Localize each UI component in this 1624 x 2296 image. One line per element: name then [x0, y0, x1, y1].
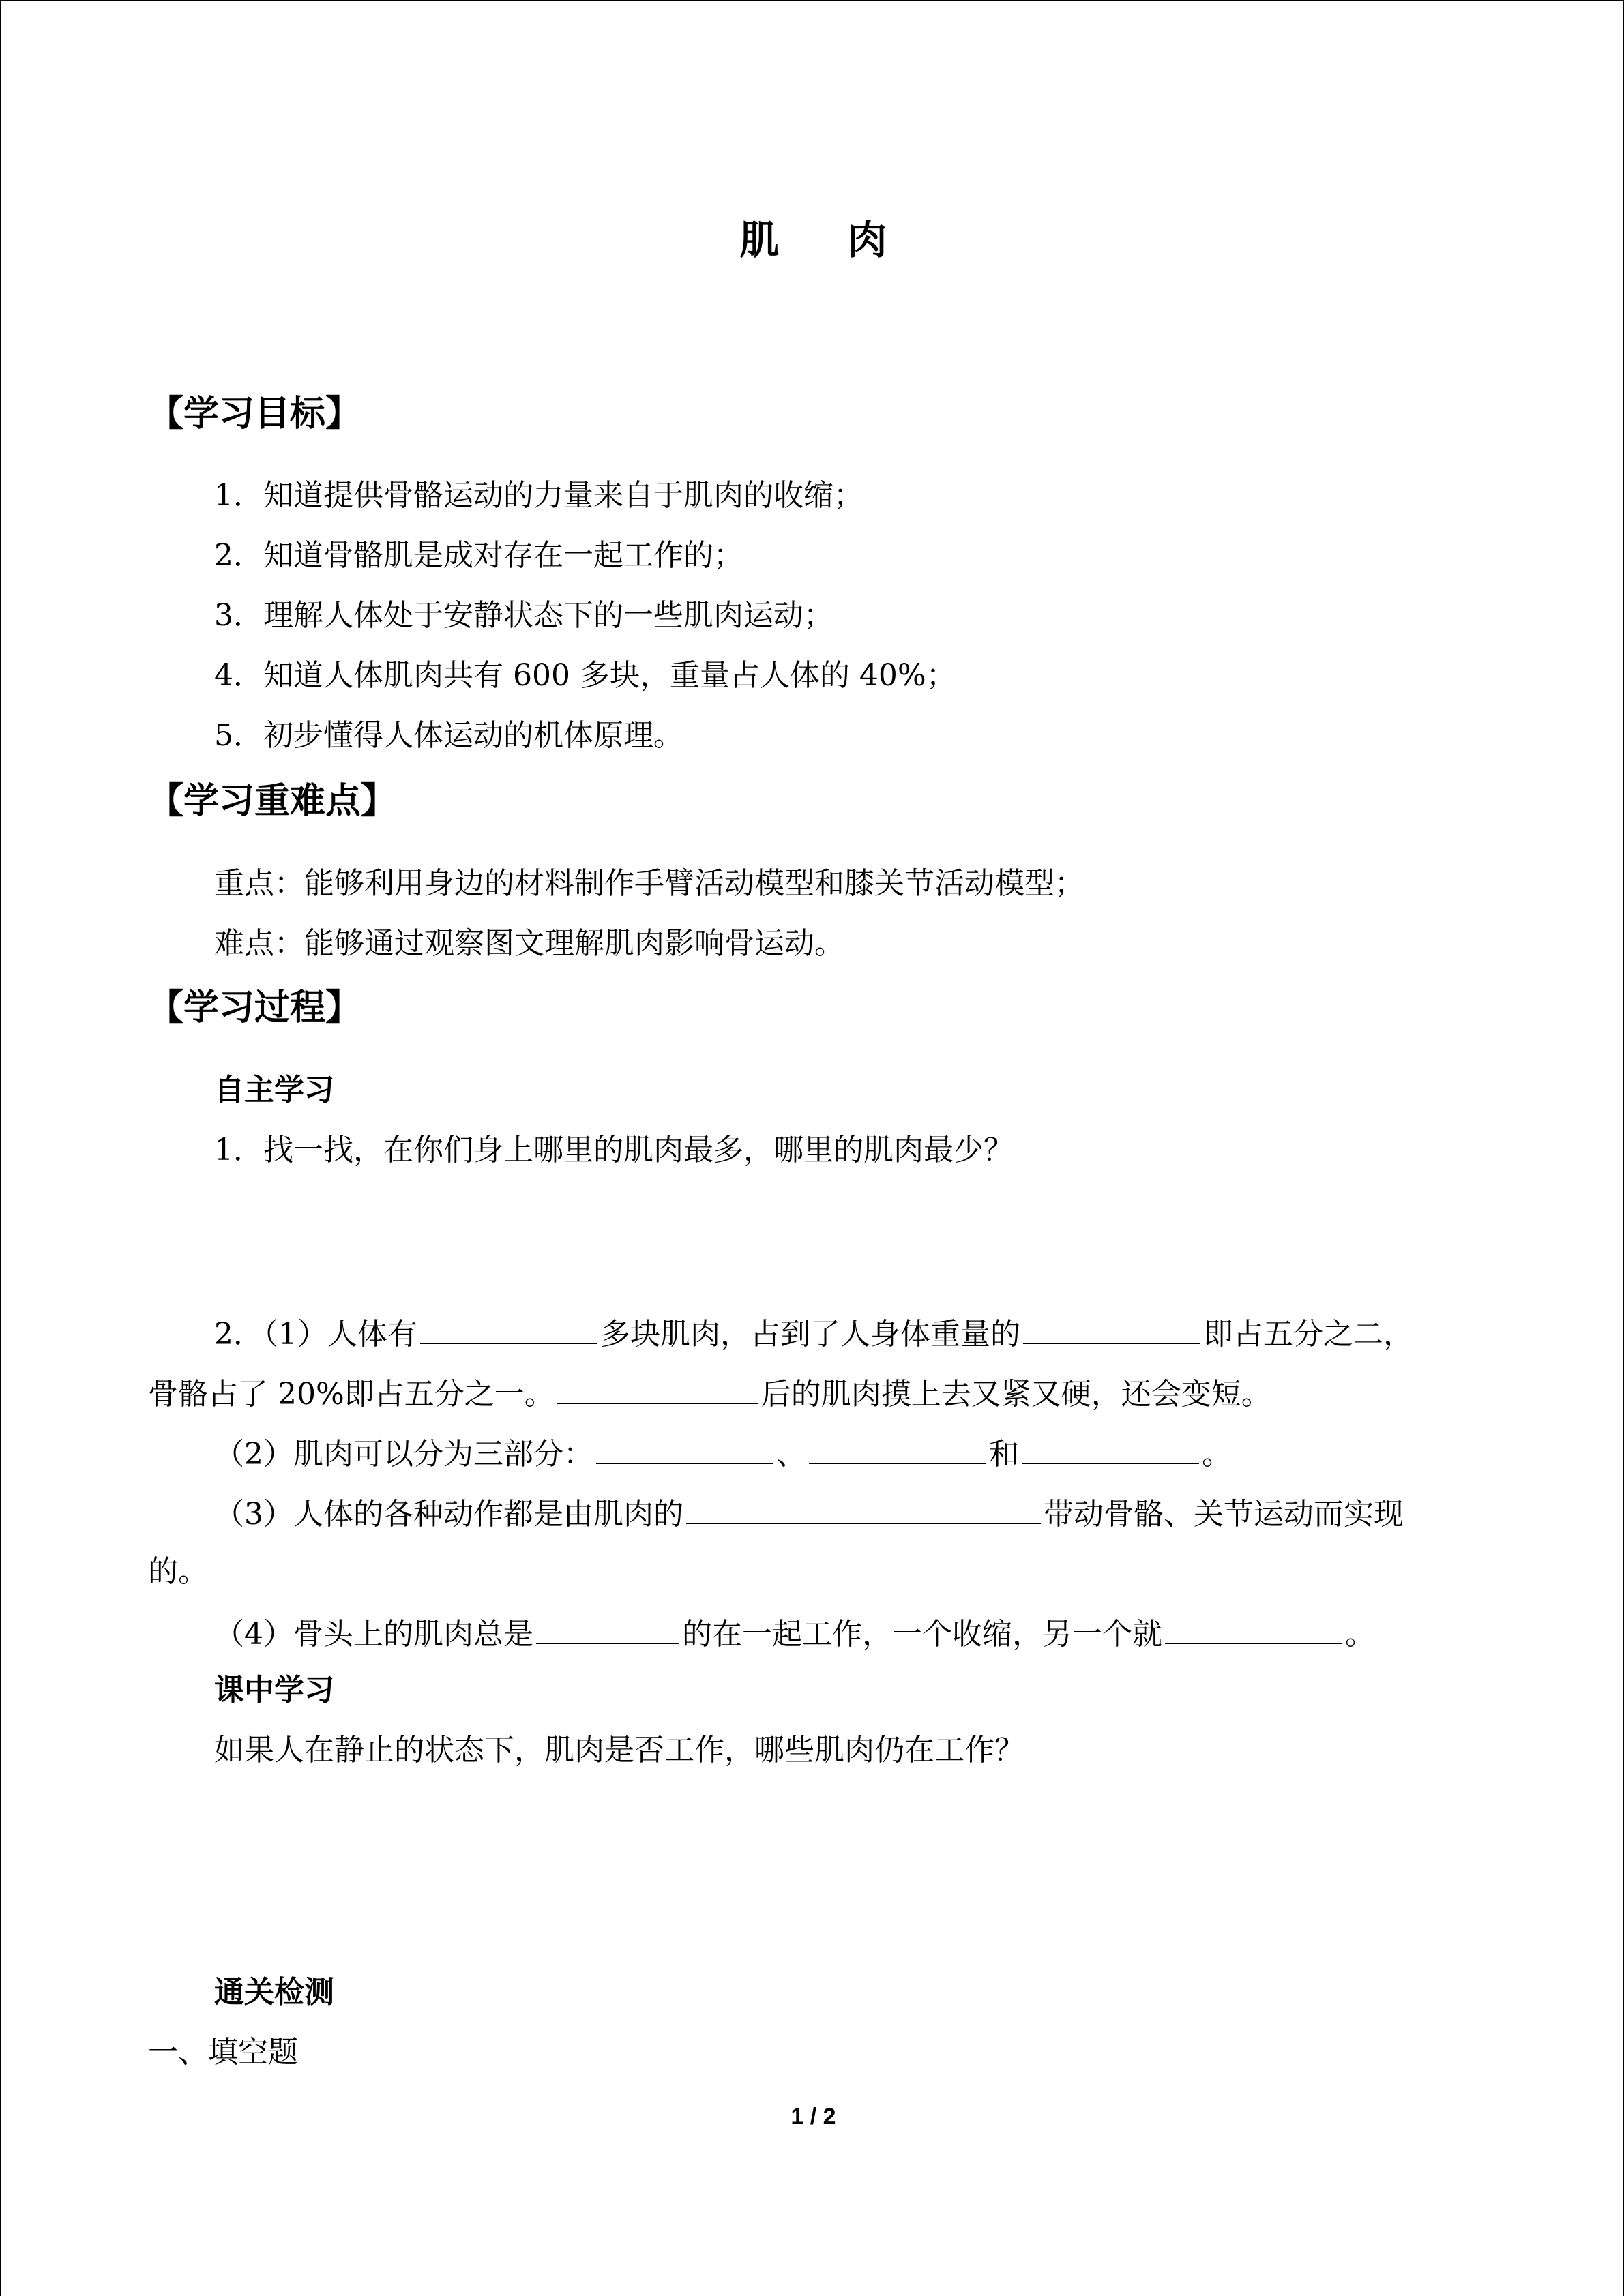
- q2-4-blank-response[interactable]: [1165, 1611, 1342, 1644]
- document-title: [1, 213, 1624, 267]
- q2-line2-text-1: 骨骼占了 20%即占五分之一。: [148, 1377, 555, 1412]
- q2-2-blank-part-2[interactable]: [809, 1431, 986, 1464]
- goals-heading: 【学习目标】: [148, 393, 361, 434]
- q2-4-text-1: （4）骨头上的肌肉总是: [214, 1617, 533, 1652]
- goal-item-2: 2．知道骨骼肌是成对存在一起工作的；: [214, 538, 743, 573]
- q2-blank-weight-ratio[interactable]: [1023, 1311, 1200, 1344]
- q2-2-sep-1: 、: [776, 1437, 806, 1472]
- q2-line2-text-2: 后的肌肉摸上去又紧又硬，还会变短。: [761, 1377, 1271, 1412]
- keypoints-heading: 【学习重难点】: [148, 781, 397, 822]
- q2-4-blank-pairing[interactable]: [536, 1611, 679, 1644]
- q2-2-text-1: （2）肌肉可以分为三部分：: [214, 1437, 593, 1472]
- keypoint-focus: 重点：能够利用身边的材料制作手臂活动模型和膝关节活动模型；: [214, 866, 1084, 901]
- q2-2-blank-part-1[interactable]: [596, 1431, 773, 1464]
- process-heading: 【学习过程】: [148, 987, 361, 1028]
- goal-item-3: 3．理解人体处于安静状态下的一些肌肉运动；: [214, 598, 833, 633]
- self-study-question-2-sub-3: [214, 1491, 1404, 1535]
- goal-item-5: 5．初步懂得人体运动的机体原理。: [214, 718, 683, 753]
- self-study-question-2-line-2: [148, 1371, 1271, 1415]
- q2-text-3: 即占五分之二，: [1203, 1317, 1413, 1352]
- q2-blank-muscle-count[interactable]: [420, 1311, 597, 1344]
- test-part-1-heading: 一、填空题: [148, 2035, 298, 2070]
- goal-item-1: 1．知道提供骨骼运动的力量来自于肌肉的收缩；: [214, 478, 863, 513]
- self-study-question-2-sub-2: [214, 1431, 1232, 1475]
- class-study-question-1: 如果人在静止的状态下，肌肉是否工作，哪些肌肉仍在工作？: [214, 1733, 1024, 1768]
- q2-blank-contracted[interactable]: [557, 1371, 758, 1404]
- q2-4-end: 。: [1345, 1617, 1375, 1652]
- q2-2-end: 。: [1202, 1437, 1232, 1472]
- class-study-heading: 课中学习: [214, 1673, 334, 1708]
- keypoint-difficulty: 难点：能够通过观察图文理解肌肉影响骨运动。: [214, 926, 844, 961]
- page-number: 1 / 2: [791, 2104, 836, 2130]
- q2-2-blank-part-3[interactable]: [1022, 1431, 1199, 1464]
- title-char-2: 肉: [847, 217, 887, 263]
- self-study-question-1: 1．找一找，在你们身上哪里的肌肉最多，哪里的肌肉最少？: [214, 1133, 1014, 1167]
- q2-3-line-2: 的。: [148, 1554, 208, 1589]
- q2-text-2: 多块肌肉，占到了人身体重量的: [600, 1317, 1020, 1352]
- self-study-question-2-sub-4: [214, 1611, 1375, 1655]
- q2-4-text-2: 的在一起工作，一个收缩，另一个就: [682, 1617, 1162, 1652]
- q2-3-text-1: （3）人体的各种动作都是由肌肉的: [214, 1497, 683, 1532]
- q2-3-text-2: 带动骨骼、关节运动而实现: [1044, 1497, 1404, 1532]
- self-study-question-2-line-1: [214, 1311, 1413, 1355]
- self-study-heading: 自主学习: [214, 1073, 334, 1107]
- goal-item-4: 4．知道人体肌肉共有 600 多块，重量占人体的 40%；: [214, 658, 956, 693]
- q2-2-sep-2: 和: [989, 1437, 1019, 1472]
- q2-text-1: 2．（1）人体有: [214, 1317, 417, 1352]
- title-char-1: 肌: [739, 217, 780, 263]
- test-heading: 通关检测: [214, 1975, 334, 2010]
- q2-3-blank-action[interactable]: [686, 1491, 1041, 1524]
